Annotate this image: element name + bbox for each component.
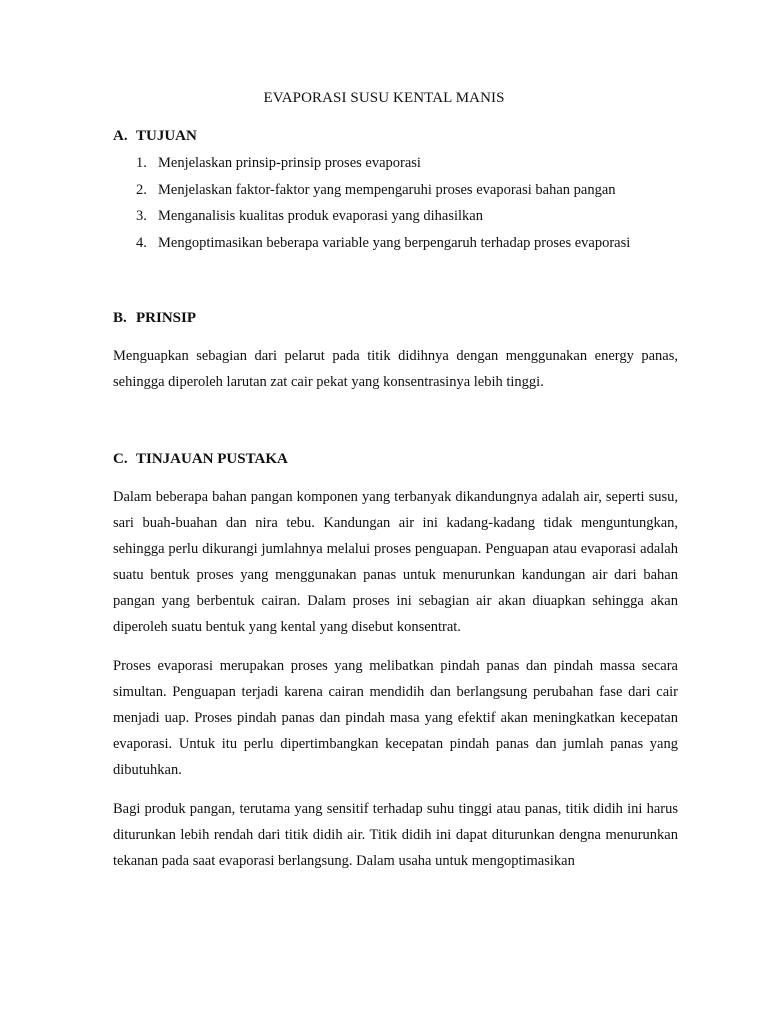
section-title: TUJUAN [136, 128, 197, 144]
list-text: Menganalisis kualitas produk evaporasi yang dihasilkan [158, 208, 483, 224]
list-item [136, 153, 630, 180]
section-letter: A. [113, 128, 128, 144]
section-letter: B. [113, 310, 127, 326]
prinsip-paragraph: Menguapkan sebagian dari pelarut pada titik didihnya dengan menggunakan energy panas, sehingga diperoleh larutan zat cair pekat yang konsentrasinya lebih tinggi. [113, 348, 678, 390]
objectives-list [136, 153, 630, 259]
list-text: Menjelaskan faktor-faktor yang mempengaruhi proses evaporasi bahan pangan [158, 181, 616, 198]
list-number: 2. [136, 181, 147, 198]
list-number: 1. [136, 155, 147, 171]
section-heading-prinsip [113, 310, 196, 327]
section-heading-tujuan [113, 128, 197, 145]
tinjauan-paragraph-3: Bagi produk pangan, terutama yang sensitif terhadap suhu tinggi atau panas, titik didih ini harus diturunkan lebih rendah dari titik didih air. Titik didih ini dapat diturunkan dengna menurunkan tekanan pada saat evaporasi berlangsung. Dalam usaha untuk mengoptimasikan [113, 801, 678, 869]
list-item [136, 206, 630, 233]
list-number: 3. [136, 208, 147, 224]
section-heading-tinjauan-pustaka [113, 451, 288, 468]
tinjauan-paragraph-2: Proses evaporasi merupakan proses yang melibatkan pindah panas dan pindah massa secara simultan. Penguapan terjadi karena cairan mendidih dan berlangsung perubahan fase dari cair menjadi uap. Proses pindah panas dan pindah masa yang efektif akan meningkatkan kecepatan evaporasi. Untuk itu perlu dipertimbangkan kecepatan pindah panas dan jumlah panas yang dibutuhkan. [113, 658, 678, 778]
list-item [136, 180, 630, 207]
document-title: EVAPORASI SUSU KENTAL MANIS [263, 90, 505, 106]
section-title: TINJAUAN PUSTAKA [136, 451, 288, 467]
list-text: Mengoptimasikan beberapa variable yang berpengaruh terhadap proses evaporasi [158, 234, 631, 251]
tinjauan-paragraph-1: Dalam beberapa bahan pangan komponen yang terbanyak dikandungnya adalah air, seperti susu, sari buah-buahan dan nira tebu. Kandungan air ini kadang-kadang tidak menguntungkan, sehingga perlu dikurangi jumlahnya melalui proses penguapan. Penguapan atau evaporasi adalah suatu bentuk proses yang menggunakan panas untuk menurunkan kandungan air dari bahan pangan yang berbentuk cairan. Dalam proses ini sebagian air akan diuapkan sehingga akan diperoleh suatu bentuk yang kental yang disebut konsentrat. [113, 489, 678, 635]
list-text: Menjelaskan prinsip-prinsip proses evaporasi [158, 155, 421, 171]
list-number: 4. [136, 234, 147, 251]
section-title: PRINSIP [136, 310, 197, 326]
list-item [136, 233, 630, 260]
section-letter: C. [113, 451, 128, 467]
